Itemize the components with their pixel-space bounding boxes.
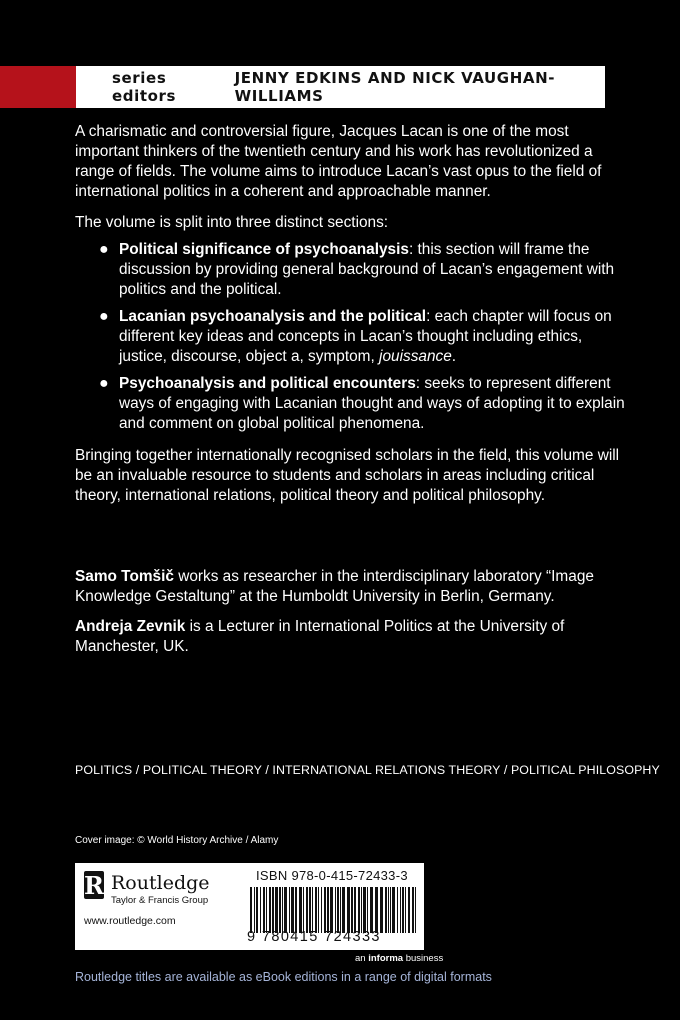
ebook-note: Routledge titles are available as eBook editions in a range of digital formats xyxy=(75,970,492,984)
author-bio-text: works as researcher in the interdisciplinary laboratory “Image Knowledge Gestaltung” at the Humboldt University in Berlin, Germany. xyxy=(75,568,594,605)
barcode-bar xyxy=(361,887,362,933)
bullet-icon: ● xyxy=(99,308,109,325)
barcode-icon xyxy=(250,887,420,933)
barcode-bar xyxy=(354,887,356,933)
list-item xyxy=(75,307,625,367)
intro-paragraph: A charismatic and controversial figure, Jacques Lacan is one of the most important thinkers of the twentieth century and his work has revolutionized a range of fields. The volume aims to introduce Lacan’s vast opus to the field of international politics in a coherent and approachable manner. xyxy=(75,123,602,200)
barcode-bar xyxy=(367,887,368,933)
section-text-end: . xyxy=(451,348,457,365)
section-title: Psychoanalysis and political encounters xyxy=(119,375,416,392)
author-bio xyxy=(75,617,615,657)
section-text: : this section will frame the discussion by providing general background of Lacan’s engagement with politics and the political. xyxy=(119,241,615,298)
barcode-bar xyxy=(330,887,333,933)
section-italic-term: jouissance xyxy=(379,348,452,365)
barcode-bar xyxy=(385,887,387,933)
barcode-bar xyxy=(390,887,391,933)
barcode-bar xyxy=(412,887,414,933)
barcode-bar xyxy=(327,887,329,933)
barcode-bar xyxy=(318,887,319,933)
closing-paragraph: Bringing together internationally recognised scholars in the field, this volume will be an invaluable resource to students and scholars in areas including critical theory, international relations, political theory and political philosophy. xyxy=(75,447,620,504)
section-title: Lacanian psychoanalysis and the political xyxy=(119,308,427,325)
barcode-bar xyxy=(275,887,278,933)
cover-image-credit: Cover image: © World History Archive / Alamy xyxy=(75,835,279,846)
author-name: Samo Tomšič xyxy=(75,568,174,585)
barcode-bar xyxy=(256,887,258,933)
publisher-group: Taylor & Francis Group xyxy=(111,895,209,906)
sections-intro: The volume is split into three distinct sections: xyxy=(75,214,389,231)
barcode-bar xyxy=(263,887,265,933)
barcode-bar xyxy=(358,887,360,933)
barcode-bar xyxy=(402,887,404,933)
barcode-bar xyxy=(342,887,345,933)
series-editors-label: series editors xyxy=(112,69,177,105)
barcode-bar xyxy=(337,887,339,933)
barcode-bar xyxy=(312,887,313,933)
informa-brand: informa xyxy=(368,953,404,964)
barcode-bar xyxy=(335,887,336,933)
barcode-bar xyxy=(392,887,395,933)
barcode-bar xyxy=(306,887,308,933)
barcode-bar xyxy=(284,887,287,933)
barcode-digits: 9 780415 724333 xyxy=(247,929,381,945)
informa-prefix: an xyxy=(355,953,369,964)
publisher-barcode-box xyxy=(75,863,424,950)
isbn-number: ISBN 978-0-415-72433-3 xyxy=(256,868,408,883)
author-bio xyxy=(75,567,615,607)
barcode-bar xyxy=(370,887,373,933)
barcode-bar xyxy=(269,887,271,933)
informa-suffix: business xyxy=(403,953,444,964)
barcode-bar xyxy=(324,887,326,933)
barcode-bar xyxy=(289,887,290,933)
list-item xyxy=(75,240,625,300)
section-title: Political significance of psychoanalysis xyxy=(119,241,409,258)
series-editors-names: JENNY EDKINS AND NICK VAUGHAN-WILLIAMS xyxy=(234,69,556,105)
barcode-bar xyxy=(309,887,311,933)
barcode-bar xyxy=(408,887,410,933)
section-text: : each chapter will focus on different key ideas and concepts in Lacan’s thought including ethics, justice, discourse, object a, symptom, xyxy=(119,308,612,365)
barcode-bar xyxy=(321,887,322,933)
barcode-bar xyxy=(400,887,401,933)
barcode-bar xyxy=(260,887,261,933)
author-bio-text: is a Lecturer in International Politics at the University of Manchester, UK. xyxy=(75,618,565,655)
author-name: Andreja Zevnik xyxy=(75,618,186,635)
section-text: : seeks to represent different ways of engaging with Lacanian thought and ways of adopting it to explain and comment on global political phenomena. xyxy=(119,375,625,432)
barcode-bar xyxy=(315,887,317,933)
barcode-bar xyxy=(266,887,267,933)
barcode-bar xyxy=(303,887,304,933)
barcode-bar xyxy=(282,887,283,933)
barcode-bar xyxy=(254,887,255,933)
list-item xyxy=(75,374,625,434)
series-editors-banner xyxy=(76,66,605,108)
barcode-bar xyxy=(299,887,302,933)
barcode-bar xyxy=(272,887,274,933)
barcode-bar xyxy=(351,887,353,933)
barcode-bar xyxy=(363,887,366,933)
barcode-bar xyxy=(388,887,389,933)
sections-list xyxy=(75,240,625,441)
barcode-bar xyxy=(250,887,252,933)
barcode-bar xyxy=(295,887,297,933)
publisher-url: www.routledge.com xyxy=(84,915,176,927)
barcode-bar xyxy=(397,887,398,933)
bullet-icon: ● xyxy=(99,375,109,392)
barcode-bar xyxy=(380,887,383,933)
barcode-bar xyxy=(375,887,378,933)
routledge-logo-icon: R xyxy=(84,870,104,900)
barcode-bar xyxy=(347,887,350,933)
barcode-bar xyxy=(291,887,294,933)
barcode-bar xyxy=(405,887,406,933)
bullet-icon: ● xyxy=(99,241,109,258)
subject-categories: POLITICS / POLITICAL THEORY / INTERNATIONAL RELATIONS THEORY / POLITICAL PHILOSOPHY xyxy=(75,763,660,777)
barcode-bar xyxy=(340,887,341,933)
barcode-bar xyxy=(415,887,416,933)
publisher-name: Routledge xyxy=(111,872,210,894)
barcode-bar xyxy=(279,887,281,933)
informa-business-tag xyxy=(355,953,443,964)
accent-red-bar xyxy=(0,66,76,108)
